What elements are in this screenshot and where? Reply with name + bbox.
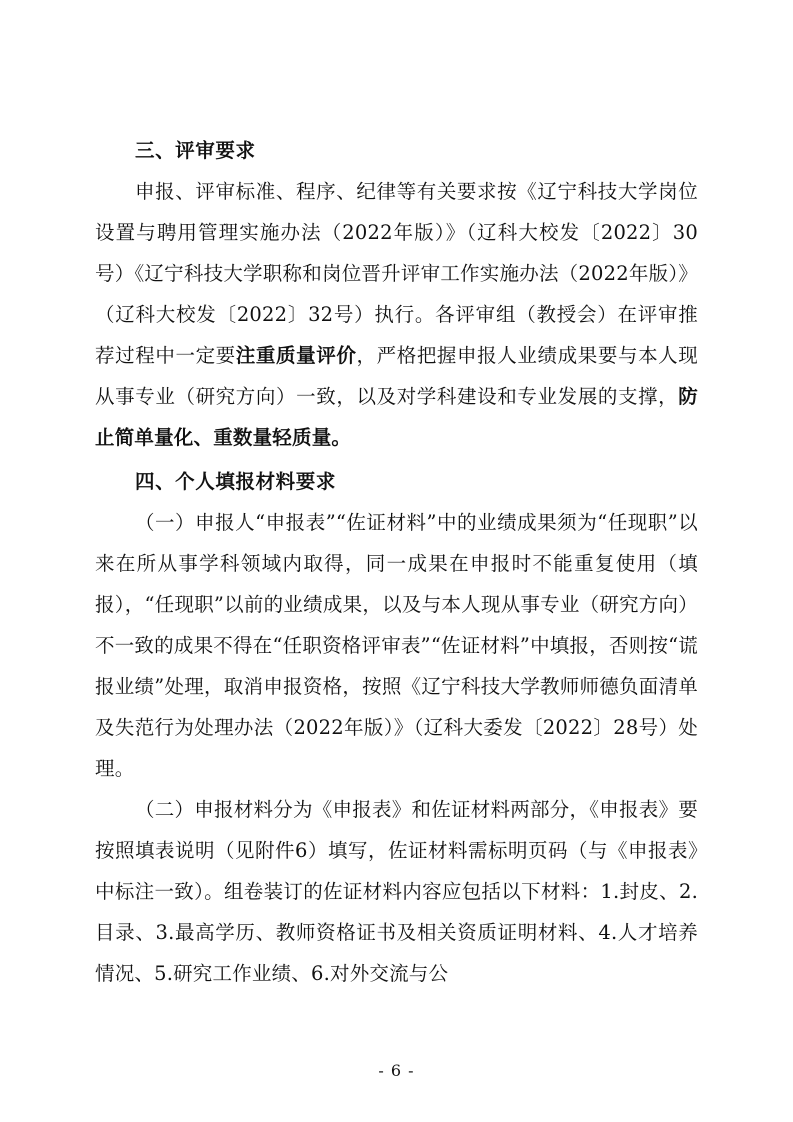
text-run-emphasis: 注重质量评价 — [235, 344, 357, 367]
text-run-emphasis: 防止简单量化、重数量轻质量。 — [95, 385, 698, 449]
heading-review-requirements: 三、评审要求 — [134, 139, 256, 162]
paragraph-review-requirements — [95, 171, 698, 458]
page-number-footer: - 6 - — [378, 1061, 415, 1080]
heading-personal-material-requirements: 四、个人填报材料要求 — [134, 470, 336, 493]
document-body — [95, 130, 698, 994]
paragraph-item-two — [95, 789, 698, 994]
text-run: （二）申报材料分为《申报表》和佐证材料两部分，《申报表》要按照填表说明（见附件6）填写，佐证材料需标明页码（与《申报表》中标注一致）。组卷装订的佐证材料内容应包括以下材料：1.封皮、2.目录、3.最高学历、教师资格证书及相关资质证明材料、4.人才培养情况、5.研究工作业绩、6.对外交流与公 — [95, 798, 698, 985]
text-run: 申报、评审标准、程序、纪律等有关要求按《辽宁科技大学岗位设置与聘用管理实施办法（2022年版）》（辽科大校发〔2022〕30号）《辽宁科技大学职称和岗位晋升评审工作实施办法（2022年版）》（辽科大校发〔2022〕32号）执行。各评审组（教授会）在评审推荐过程中一定要 — [95, 180, 698, 367]
text-run: ，严格把握申报人业绩成果要与本人现从事专业（研究方向）一致，以及对学科建设和专业发展的支撑， — [95, 344, 698, 408]
paragraph-item-one — [95, 502, 698, 789]
text-run: （一）申报人“申报表”“佐证材料”中的业绩成果须为“任现职”以来在所从事学科领域内取得，同一成果在申报时不能重复使用（填报），“任现职”以前的业绩成果，以及与本人现从事专业（研究方向）不一致的成果不得在“任职资格评审表”“佐证材料”中填报，否则按“谎报业绩”处理，取消申报资格，按照《辽宁科技大学教师师德负面清单及失范行为处理办法（2022年版）》（辽科大委发〔2022〕28号）处理。 — [95, 511, 698, 780]
